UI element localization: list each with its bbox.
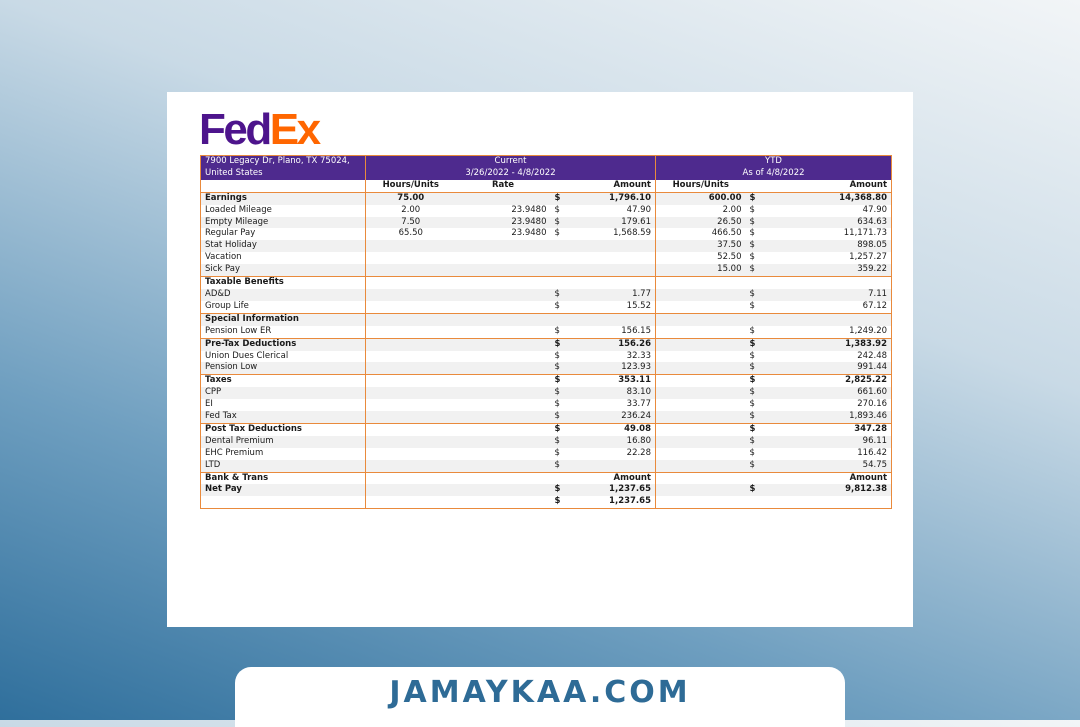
row-currency bbox=[551, 472, 573, 484]
row-hours: 2.00 bbox=[401, 204, 421, 215]
row-ytd-currency bbox=[746, 472, 774, 484]
row-amount: 32.33 bbox=[573, 351, 656, 363]
row-amount: 1,237.65 bbox=[573, 496, 656, 508]
table-row bbox=[201, 472, 892, 484]
row-rate: 23.9480 bbox=[511, 228, 547, 239]
row-ytd-amount: 270.16 bbox=[857, 399, 888, 410]
table-row bbox=[201, 205, 892, 217]
table-row bbox=[201, 277, 892, 289]
row-label: Vacation bbox=[201, 252, 366, 264]
row-ytd-hours bbox=[656, 326, 746, 338]
row-ytd-amount: 2,825.22 bbox=[774, 375, 892, 387]
row-amount bbox=[573, 277, 656, 289]
row-amount: 22.28 bbox=[573, 448, 656, 460]
row-currency: $ bbox=[554, 350, 560, 361]
row-currency: $ bbox=[551, 496, 573, 508]
row-hours bbox=[366, 411, 456, 423]
row-hours bbox=[366, 277, 456, 289]
row-hours: 7.50 bbox=[366, 217, 456, 229]
row-ytd-hours bbox=[656, 399, 746, 411]
ytd-label: YTD bbox=[656, 156, 892, 168]
row-ytd-amount: 11,171.73 bbox=[843, 228, 888, 239]
row-ytd-hours bbox=[656, 289, 746, 301]
row-ytd-amount: 898.05 bbox=[774, 240, 892, 252]
row-ytd-amount: 9,812.38 bbox=[774, 484, 892, 496]
row-rate bbox=[456, 472, 551, 484]
row-amount: 1,796.10 bbox=[573, 192, 656, 204]
row-currency: $ bbox=[551, 289, 573, 301]
row-label: Group Life bbox=[201, 301, 366, 313]
row-hours: 65.50 bbox=[398, 228, 423, 239]
row-currency: $ bbox=[554, 228, 560, 239]
row-hours bbox=[366, 399, 456, 411]
pay-stub-document bbox=[167, 92, 913, 627]
row-hours bbox=[366, 496, 456, 508]
row-ytd-hours: 37.50 bbox=[656, 240, 746, 252]
row-ytd-amount: 116.42 bbox=[857, 447, 888, 458]
row-rate bbox=[456, 289, 551, 301]
table-row bbox=[201, 252, 892, 264]
logo-fed-text: Fed bbox=[199, 105, 270, 154]
row-ytd-amount: 991.44 bbox=[774, 362, 892, 374]
row-hours bbox=[366, 472, 456, 484]
row-currency: $ bbox=[551, 411, 573, 423]
row-label: Sick Pay bbox=[201, 264, 366, 276]
row-amount bbox=[573, 240, 656, 252]
row-label: Union Dues Clerical bbox=[201, 351, 366, 363]
row-currency: $ bbox=[551, 436, 573, 448]
table-row bbox=[201, 496, 892, 508]
row-ytd-hours: 2.00 bbox=[722, 204, 742, 215]
pay-stub-table bbox=[200, 155, 892, 509]
row-amount: 179.61 bbox=[573, 217, 656, 229]
row-label: EI bbox=[201, 399, 366, 411]
row-amount: 16.80 bbox=[573, 436, 656, 448]
row-ytd-amount: 242.48 bbox=[857, 350, 888, 361]
row-ytd-amount bbox=[774, 496, 892, 508]
row-currency: $ bbox=[551, 423, 573, 435]
row-hours bbox=[366, 313, 456, 325]
row-ytd-hours: 600.00 bbox=[656, 192, 746, 204]
row-ytd-hours bbox=[656, 411, 746, 423]
row-hours bbox=[366, 326, 456, 338]
row-ytd-currency: $ bbox=[749, 325, 755, 336]
row-ytd-hours bbox=[656, 313, 746, 325]
row-ytd-currency: $ bbox=[746, 375, 774, 387]
row-amount: 353.11 bbox=[573, 375, 656, 387]
row-ytd-amount: 47.90 bbox=[862, 204, 888, 215]
table-row bbox=[201, 240, 892, 252]
row-hours bbox=[366, 375, 456, 387]
row-hours bbox=[366, 423, 456, 435]
row-hours bbox=[366, 264, 456, 276]
row-ytd-hours: 466.50 bbox=[711, 228, 742, 239]
row-ytd-currency: $ bbox=[749, 447, 755, 458]
row-ytd-currency: $ bbox=[746, 411, 774, 423]
table-row bbox=[201, 338, 892, 350]
table-row bbox=[201, 301, 892, 313]
row-ytd-amount: 96.11 bbox=[774, 436, 892, 448]
row-currency bbox=[551, 277, 573, 289]
table-row bbox=[201, 289, 892, 301]
row-rate bbox=[456, 362, 551, 374]
row-ytd-amount: 67.12 bbox=[862, 300, 888, 311]
row-ytd-amount bbox=[774, 277, 892, 289]
row-rate bbox=[456, 351, 551, 363]
row-ytd-hours: 52.50 bbox=[717, 252, 742, 263]
row-ytd-currency: $ bbox=[746, 387, 774, 399]
row-rate bbox=[456, 448, 551, 460]
row-ytd-amount: 7.11 bbox=[774, 289, 892, 301]
table-row bbox=[201, 192, 892, 204]
row-rate bbox=[456, 423, 551, 435]
row-label: Fed Tax bbox=[201, 411, 366, 423]
row-label bbox=[201, 496, 366, 508]
row-currency: $ bbox=[551, 362, 573, 374]
row-ytd-hours bbox=[656, 484, 746, 496]
row-label: Regular Pay bbox=[201, 228, 366, 240]
table-row bbox=[201, 484, 892, 496]
row-rate bbox=[456, 313, 551, 325]
row-amount: Amount bbox=[573, 472, 656, 484]
row-currency: $ bbox=[554, 300, 560, 311]
row-ytd-hours bbox=[656, 472, 746, 484]
row-amount bbox=[573, 252, 656, 264]
row-currency: $ bbox=[554, 399, 560, 410]
row-hours bbox=[366, 289, 456, 301]
row-ytd-currency: $ bbox=[746, 192, 774, 204]
site-banner-text: JAMAYKAA.COM bbox=[389, 675, 691, 710]
row-ytd-currency bbox=[746, 496, 774, 508]
row-rate bbox=[456, 264, 551, 276]
row-currency bbox=[551, 252, 573, 264]
table-row bbox=[201, 399, 892, 411]
row-rate bbox=[456, 375, 551, 387]
row-ytd-currency: $ bbox=[746, 240, 774, 252]
row-rate bbox=[456, 436, 551, 448]
row-rate bbox=[456, 326, 551, 338]
row-hours bbox=[366, 484, 456, 496]
row-ytd-currency: $ bbox=[746, 289, 774, 301]
row-ytd-amount: 359.22 bbox=[774, 264, 892, 276]
row-amount: 83.10 bbox=[573, 387, 656, 399]
row-ytd-currency: $ bbox=[746, 436, 774, 448]
table-row bbox=[201, 423, 892, 435]
row-hours bbox=[366, 301, 456, 313]
row-ytd-hours: 15.00 bbox=[656, 264, 746, 276]
row-amount: 236.24 bbox=[573, 411, 656, 423]
table-row bbox=[201, 228, 892, 240]
row-label: Taxes bbox=[201, 375, 366, 387]
row-rate bbox=[456, 484, 551, 496]
row-ytd-currency: $ bbox=[749, 252, 755, 263]
row-ytd-currency: $ bbox=[749, 350, 755, 361]
row-ytd-currency: $ bbox=[746, 338, 774, 350]
current-period: 3/26/2022 - 4/8/2022 bbox=[366, 168, 656, 180]
row-hours bbox=[366, 240, 456, 252]
column-header-label bbox=[201, 180, 366, 192]
row-amount: 47.90 bbox=[573, 205, 656, 217]
table-row bbox=[201, 217, 892, 229]
row-currency: $ bbox=[551, 217, 573, 229]
column-header-row bbox=[201, 180, 892, 192]
row-ytd-amount bbox=[774, 313, 892, 325]
row-currency: $ bbox=[551, 192, 573, 204]
row-ytd-currency: $ bbox=[749, 204, 755, 215]
row-ytd-amount: Amount bbox=[774, 472, 892, 484]
row-ytd-hours bbox=[656, 448, 746, 460]
row-hours bbox=[366, 460, 456, 472]
row-currency: $ bbox=[554, 447, 560, 458]
current-label: Current bbox=[366, 156, 656, 168]
row-amount: 123.93 bbox=[573, 362, 656, 374]
ytd-period: As of 4/8/2022 bbox=[656, 168, 892, 180]
table-row bbox=[201, 436, 892, 448]
row-ytd-amount: 54.75 bbox=[774, 460, 892, 472]
row-amount: 15.52 bbox=[573, 301, 656, 313]
row-ytd-currency: $ bbox=[746, 484, 774, 496]
row-hours bbox=[366, 351, 456, 363]
row-rate: 23.9480 bbox=[456, 217, 551, 229]
column-header-cur bbox=[551, 180, 573, 192]
row-rate bbox=[456, 277, 551, 289]
row-amount bbox=[573, 264, 656, 276]
table-row bbox=[201, 448, 892, 460]
header-row-1 bbox=[201, 156, 892, 168]
table-row bbox=[201, 264, 892, 276]
row-rate bbox=[456, 338, 551, 350]
row-ytd-currency: $ bbox=[746, 362, 774, 374]
row-label: Bank & Trans bbox=[201, 472, 366, 484]
row-ytd-hours: 26.50 bbox=[656, 217, 746, 229]
table-row bbox=[201, 387, 892, 399]
row-currency bbox=[551, 264, 573, 276]
logo-ex-text: Ex bbox=[269, 105, 319, 154]
row-rate: 23.9480 bbox=[511, 204, 547, 215]
site-banner bbox=[235, 667, 845, 727]
row-ytd-amount: 1,383.92 bbox=[774, 338, 892, 350]
column-header-hours: Hours/Units bbox=[366, 180, 456, 192]
row-ytd-hours bbox=[656, 375, 746, 387]
row-amount: 33.77 bbox=[573, 399, 656, 411]
row-ytd-currency: $ bbox=[746, 460, 774, 472]
row-ytd-amount: 634.63 bbox=[774, 217, 892, 229]
row-ytd-amount: 661.60 bbox=[774, 387, 892, 399]
row-label: Earnings bbox=[201, 192, 366, 204]
header-row-2 bbox=[201, 168, 892, 180]
row-hours bbox=[366, 252, 456, 264]
row-label: Special Information bbox=[201, 313, 366, 325]
row-rate bbox=[456, 411, 551, 423]
row-ytd-amount: 347.28 bbox=[774, 423, 892, 435]
row-ytd-hours bbox=[656, 436, 746, 448]
row-label: LTD bbox=[201, 460, 366, 472]
row-ytd-amount: 14,368.80 bbox=[774, 192, 892, 204]
row-label: EHC Premium bbox=[201, 448, 366, 460]
row-ytd-currency: $ bbox=[746, 423, 774, 435]
row-label: Post Tax Deductions bbox=[201, 423, 366, 435]
row-ytd-amount: 1,893.46 bbox=[774, 411, 892, 423]
row-amount: 1,237.65 bbox=[573, 484, 656, 496]
row-rate bbox=[456, 252, 551, 264]
row-ytd-hours bbox=[656, 387, 746, 399]
row-ytd-amount: 1,257.27 bbox=[849, 252, 888, 263]
row-rate bbox=[456, 240, 551, 252]
row-ytd-hours bbox=[656, 351, 746, 363]
row-amount bbox=[573, 313, 656, 325]
row-currency: $ bbox=[551, 460, 573, 472]
row-rate bbox=[456, 460, 551, 472]
row-ytd-hours bbox=[656, 338, 746, 350]
row-amount: 1,568.59 bbox=[573, 228, 656, 240]
row-currency bbox=[551, 240, 573, 252]
column-header-ytd-hours: Hours/Units bbox=[656, 180, 746, 192]
row-ytd-currency: $ bbox=[749, 300, 755, 311]
column-header-ytd-cur bbox=[746, 180, 774, 192]
table-row bbox=[201, 460, 892, 472]
row-label: Pre-Tax Deductions bbox=[201, 338, 366, 350]
table-row bbox=[201, 313, 892, 325]
row-ytd-currency: $ bbox=[749, 399, 755, 410]
row-amount: 1.77 bbox=[573, 289, 656, 301]
row-ytd-amount: 1,249.20 bbox=[849, 325, 888, 336]
row-label: Stat Holiday bbox=[201, 240, 366, 252]
row-currency: $ bbox=[551, 338, 573, 350]
row-ytd-hours bbox=[656, 423, 746, 435]
row-ytd-currency: $ bbox=[746, 217, 774, 229]
row-amount bbox=[573, 460, 656, 472]
row-label: CPP bbox=[201, 387, 366, 399]
column-header-ytd-amount: Amount bbox=[774, 180, 892, 192]
row-label: Empty Mileage bbox=[201, 217, 366, 229]
row-hours bbox=[366, 362, 456, 374]
row-hours: 75.00 bbox=[366, 192, 456, 204]
row-ytd-hours bbox=[656, 460, 746, 472]
row-hours bbox=[366, 436, 456, 448]
row-rate bbox=[456, 496, 551, 508]
table-row bbox=[201, 326, 892, 338]
row-ytd-currency: $ bbox=[746, 264, 774, 276]
address-line-2: United States bbox=[201, 168, 366, 180]
row-label: Loaded Mileage bbox=[201, 205, 366, 217]
row-ytd-currency bbox=[746, 277, 774, 289]
row-rate bbox=[456, 387, 551, 399]
row-amount: 156.15 bbox=[573, 326, 656, 338]
table-row bbox=[201, 362, 892, 374]
row-currency: $ bbox=[551, 484, 573, 496]
row-hours bbox=[366, 448, 456, 460]
row-ytd-hours bbox=[656, 301, 746, 313]
row-rate bbox=[456, 192, 551, 204]
row-hours bbox=[366, 338, 456, 350]
row-ytd-hours bbox=[656, 496, 746, 508]
row-hours bbox=[366, 387, 456, 399]
row-currency bbox=[551, 313, 573, 325]
row-rate bbox=[456, 399, 551, 411]
row-amount: 156.26 bbox=[573, 338, 656, 350]
row-label: AD&D bbox=[201, 289, 366, 301]
table-row bbox=[201, 411, 892, 423]
row-currency: $ bbox=[551, 387, 573, 399]
row-ytd-hours bbox=[656, 277, 746, 289]
row-rate bbox=[456, 301, 551, 313]
row-currency: $ bbox=[554, 204, 560, 215]
table-row bbox=[201, 375, 892, 387]
column-header-amount: Amount bbox=[573, 180, 656, 192]
row-currency: $ bbox=[554, 325, 560, 336]
row-amount: 49.08 bbox=[573, 423, 656, 435]
row-ytd-hours bbox=[656, 362, 746, 374]
table-row bbox=[201, 351, 892, 363]
row-label: Pension Low bbox=[201, 362, 366, 374]
fedex-logo bbox=[199, 105, 319, 154]
column-header-rate: Rate bbox=[456, 180, 551, 192]
row-label: Pension Low ER bbox=[201, 326, 366, 338]
row-ytd-currency bbox=[746, 313, 774, 325]
row-label: Net Pay bbox=[201, 484, 366, 496]
row-currency: $ bbox=[551, 375, 573, 387]
row-label: Dental Premium bbox=[201, 436, 366, 448]
row-label: Taxable Benefits bbox=[201, 277, 366, 289]
address-line-1: 7900 Legacy Dr, Plano, TX 75024, bbox=[201, 156, 366, 168]
row-ytd-currency: $ bbox=[749, 228, 755, 239]
